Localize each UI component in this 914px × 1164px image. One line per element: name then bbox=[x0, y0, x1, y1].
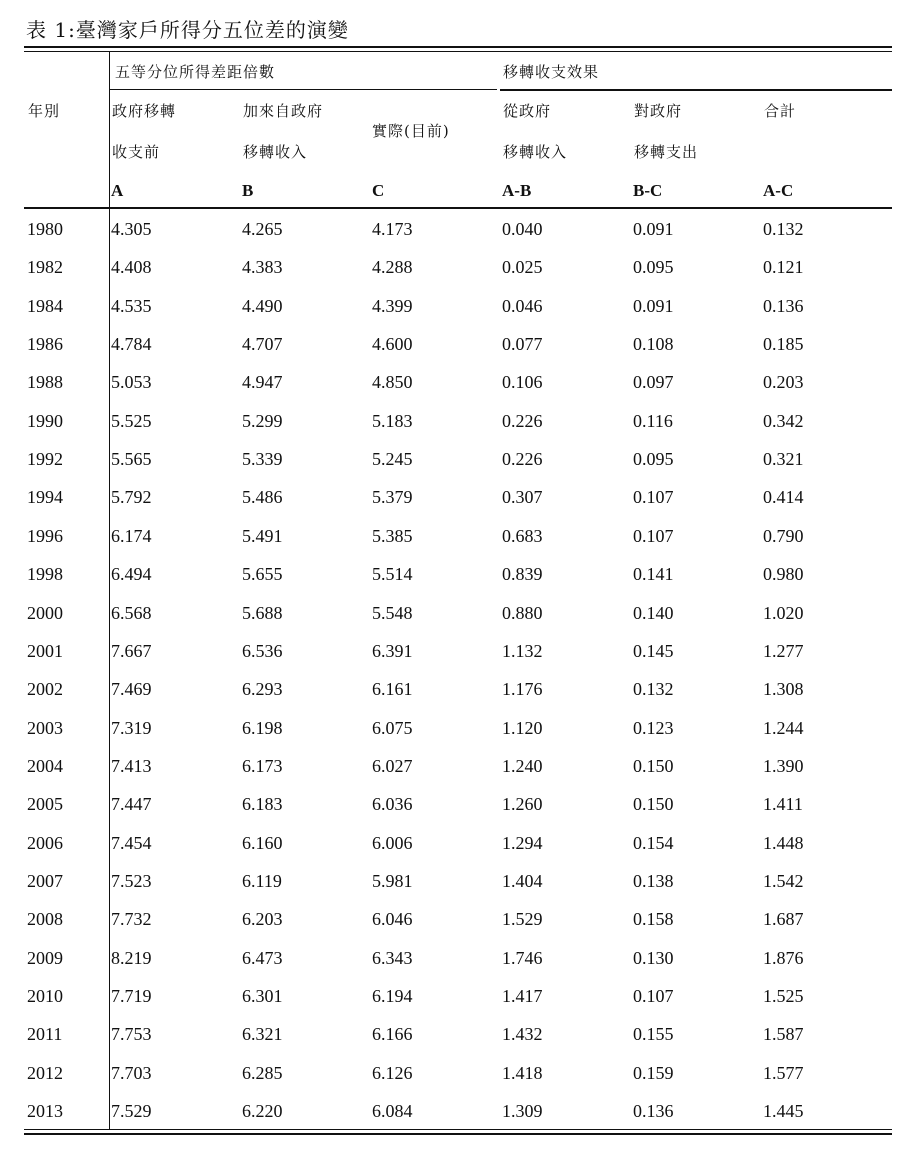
table-cell-col-ac: 0.342 bbox=[763, 411, 804, 431]
table-cell-col-a: 5.525 bbox=[111, 411, 152, 431]
table-cell-col-bc: 0.130 bbox=[633, 948, 674, 968]
table-cell-col-b: 5.486 bbox=[242, 487, 283, 507]
table-cell-col-c: 6.166 bbox=[372, 1024, 413, 1044]
table-cell-col-a: 6.568 bbox=[111, 603, 152, 623]
table-cell-col-c: 4.399 bbox=[372, 296, 413, 316]
table-cell-col-ac: 1.390 bbox=[763, 756, 804, 776]
table-cell-col-ab: 1.432 bbox=[502, 1024, 543, 1044]
table-cell-col-ac: 1.876 bbox=[763, 948, 804, 968]
table-cell-col-ab: 0.025 bbox=[502, 257, 543, 277]
table-cell-col-ab: 1.260 bbox=[502, 794, 543, 814]
table-cell-year: 1998 bbox=[27, 564, 63, 584]
table-cell-col-ac: 0.132 bbox=[763, 219, 804, 239]
table-cell-year: 2001 bbox=[27, 641, 63, 661]
table-cell-year: 2006 bbox=[27, 833, 63, 853]
table-cell-col-c: 6.391 bbox=[372, 641, 413, 661]
table-cell-col-ac: 1.308 bbox=[763, 679, 804, 699]
table-cell-col-ab: 1.746 bbox=[502, 948, 543, 968]
table-cell-col-c: 5.548 bbox=[372, 603, 413, 623]
table-cell-col-b: 6.321 bbox=[242, 1024, 283, 1044]
header-col-c-label: 實際(目前) bbox=[372, 122, 450, 140]
table-cell-col-c: 6.161 bbox=[372, 679, 413, 699]
table-cell-col-a: 7.703 bbox=[111, 1063, 152, 1083]
table-cell-col-ab: 1.132 bbox=[502, 641, 543, 661]
top-rule-thick bbox=[24, 46, 892, 48]
header-col-ab-line1: 從政府 bbox=[503, 102, 552, 120]
table-cell-col-bc: 0.136 bbox=[633, 1101, 674, 1121]
table-cell-year: 2000 bbox=[27, 603, 63, 623]
year-column-divider bbox=[109, 52, 110, 1130]
table-cell-col-c: 5.981 bbox=[372, 871, 413, 891]
table-cell-col-a: 7.719 bbox=[111, 986, 152, 1006]
table-cell-col-ac: 1.587 bbox=[763, 1024, 804, 1044]
table-cell-col-ab: 0.226 bbox=[502, 449, 543, 469]
table-cell-year: 2002 bbox=[27, 679, 63, 699]
table-cell-year: 2011 bbox=[27, 1024, 63, 1044]
table-cell-col-c: 5.183 bbox=[372, 411, 413, 431]
table-cell-col-ab: 0.226 bbox=[502, 411, 543, 431]
table-cell-col-b: 4.383 bbox=[242, 257, 283, 277]
header-col-b-line2: 移轉收入 bbox=[243, 143, 308, 161]
bottom-rule-thick bbox=[24, 1133, 892, 1135]
table-cell-col-c: 6.126 bbox=[372, 1063, 413, 1083]
table-cell-year: 2005 bbox=[27, 794, 63, 814]
table-cell-col-b: 6.198 bbox=[242, 718, 283, 738]
table-cell-year: 2013 bbox=[27, 1101, 63, 1121]
table-cell-col-b: 6.293 bbox=[242, 679, 283, 699]
table-cell-col-ac: 1.445 bbox=[763, 1101, 804, 1121]
table-cell-col-bc: 0.159 bbox=[633, 1063, 674, 1083]
table-cell-col-ac: 0.321 bbox=[763, 449, 804, 469]
table-cell-col-c: 6.036 bbox=[372, 794, 413, 814]
table-cell-col-ab: 1.176 bbox=[502, 679, 543, 699]
table-cell-year: 2007 bbox=[27, 871, 63, 891]
table-cell-col-ab: 0.307 bbox=[502, 487, 543, 507]
table-cell-col-bc: 0.140 bbox=[633, 603, 674, 623]
table-cell-col-b: 6.183 bbox=[242, 794, 283, 814]
header-col-bc-line2: 移轉支出 bbox=[634, 143, 699, 161]
group-rule-right bbox=[500, 89, 892, 91]
table-cell-col-bc: 0.154 bbox=[633, 833, 674, 853]
table-cell-col-a: 6.174 bbox=[111, 526, 152, 546]
table-cell-col-b: 4.490 bbox=[242, 296, 283, 316]
table-cell-col-b: 5.299 bbox=[242, 411, 283, 431]
table-cell-col-bc: 0.091 bbox=[633, 296, 674, 316]
table-cell-col-ac: 1.277 bbox=[763, 641, 804, 661]
table-cell-year: 1984 bbox=[27, 296, 63, 316]
table-cell-col-bc: 0.108 bbox=[633, 334, 674, 354]
table-cell-col-a: 4.408 bbox=[111, 257, 152, 277]
table-cell-col-c: 6.075 bbox=[372, 718, 413, 738]
table-cell-col-c: 4.600 bbox=[372, 334, 413, 354]
header-col-bc-code: B-C bbox=[633, 181, 663, 200]
table-cell-col-ab: 0.880 bbox=[502, 603, 543, 623]
table-cell-col-c: 6.006 bbox=[372, 833, 413, 853]
table-cell-year: 1980 bbox=[27, 219, 63, 239]
table-cell-col-a: 7.413 bbox=[111, 756, 152, 776]
table-cell-year: 1994 bbox=[27, 487, 63, 507]
table-cell-col-bc: 0.132 bbox=[633, 679, 674, 699]
table-cell-col-b: 5.491 bbox=[242, 526, 283, 546]
table-cell-col-b: 6.536 bbox=[242, 641, 283, 661]
table-cell-col-b: 4.707 bbox=[242, 334, 283, 354]
table-cell-year: 1992 bbox=[27, 449, 63, 469]
header-col-ac-label: 合計 bbox=[764, 102, 797, 120]
table-cell-col-bc: 0.155 bbox=[633, 1024, 674, 1044]
table-cell-col-b: 6.301 bbox=[242, 986, 283, 1006]
table-cell-col-c: 6.194 bbox=[372, 986, 413, 1006]
table-caption: 表 1:臺灣家戶所得分五位差的演變 bbox=[26, 18, 349, 42]
table-cell-col-bc: 0.123 bbox=[633, 718, 674, 738]
table-cell-col-ab: 1.418 bbox=[502, 1063, 543, 1083]
header-col-a-line1: 政府移轉 bbox=[112, 102, 177, 120]
table-cell-year: 1988 bbox=[27, 372, 63, 392]
header-year: 年別 bbox=[28, 102, 61, 120]
table-cell-col-bc: 0.141 bbox=[633, 564, 674, 584]
table-cell-col-a: 7.447 bbox=[111, 794, 152, 814]
table-cell-col-ac: 0.185 bbox=[763, 334, 804, 354]
table-cell-col-ab: 1.417 bbox=[502, 986, 543, 1006]
table-cell-col-bc: 0.095 bbox=[633, 257, 674, 277]
table-cell-col-ab: 0.683 bbox=[502, 526, 543, 546]
table-cell-year: 2003 bbox=[27, 718, 63, 738]
table-cell-col-ac: 0.980 bbox=[763, 564, 804, 584]
table-cell-col-bc: 0.150 bbox=[633, 794, 674, 814]
top-rule-thin bbox=[24, 51, 892, 52]
table-cell-col-a: 4.305 bbox=[111, 219, 152, 239]
table-cell-col-a: 7.732 bbox=[111, 909, 152, 929]
table-cell-col-ac: 1.687 bbox=[763, 909, 804, 929]
table-cell-year: 1982 bbox=[27, 257, 63, 277]
table-cell-col-b: 4.265 bbox=[242, 219, 283, 239]
table-cell-col-b: 6.173 bbox=[242, 756, 283, 776]
header-col-b-code: B bbox=[242, 181, 254, 200]
table-cell-col-c: 5.514 bbox=[372, 564, 413, 584]
table-cell-col-bc: 0.095 bbox=[633, 449, 674, 469]
table-cell-col-a: 6.494 bbox=[111, 564, 152, 584]
table-cell-col-ab: 0.839 bbox=[502, 564, 543, 584]
table-cell-col-ab: 0.046 bbox=[502, 296, 543, 316]
table-cell-col-b: 6.473 bbox=[242, 948, 283, 968]
table-cell-col-ab: 0.040 bbox=[502, 219, 543, 239]
table-cell-col-a: 7.529 bbox=[111, 1101, 152, 1121]
table-cell-col-c: 6.027 bbox=[372, 756, 413, 776]
table-cell-col-bc: 0.158 bbox=[633, 909, 674, 929]
table-cell-col-a: 7.753 bbox=[111, 1024, 152, 1044]
header-group-ratio: 五等分位所得差距倍數 bbox=[115, 63, 276, 81]
table-cell-col-ac: 1.020 bbox=[763, 603, 804, 623]
table-cell-col-ab: 0.077 bbox=[502, 334, 543, 354]
table-cell-col-ab: 1.120 bbox=[502, 718, 543, 738]
table-cell-col-ac: 1.244 bbox=[763, 718, 804, 738]
table-cell-col-b: 6.220 bbox=[242, 1101, 283, 1121]
table-cell-col-c: 4.173 bbox=[372, 219, 413, 239]
table-cell-col-c: 5.385 bbox=[372, 526, 413, 546]
table-cell-col-bc: 0.150 bbox=[633, 756, 674, 776]
table-cell-col-bc: 0.138 bbox=[633, 871, 674, 891]
table-cell-col-ac: 0.790 bbox=[763, 526, 804, 546]
table-cell-col-b: 5.339 bbox=[242, 449, 283, 469]
table-cell-col-a: 7.469 bbox=[111, 679, 152, 699]
table-cell-year: 1990 bbox=[27, 411, 63, 431]
table-cell-year: 2004 bbox=[27, 756, 63, 776]
table-cell-col-bc: 0.107 bbox=[633, 986, 674, 1006]
table-cell-col-ab: 1.404 bbox=[502, 871, 543, 891]
table-cell-col-ac: 0.121 bbox=[763, 257, 804, 277]
table-cell-year: 2012 bbox=[27, 1063, 63, 1083]
table-cell-col-a: 7.523 bbox=[111, 871, 152, 891]
header-col-b-line1: 加來自政府 bbox=[243, 102, 324, 120]
table-cell-col-ab: 0.106 bbox=[502, 372, 543, 392]
table-cell-col-c: 4.850 bbox=[372, 372, 413, 392]
table-cell-col-a: 5.792 bbox=[111, 487, 152, 507]
table-cell-col-b: 6.160 bbox=[242, 833, 283, 853]
table-cell-col-bc: 0.097 bbox=[633, 372, 674, 392]
table-cell-col-c: 6.084 bbox=[372, 1101, 413, 1121]
table-cell-col-a: 4.784 bbox=[111, 334, 152, 354]
table-cell-col-b: 5.655 bbox=[242, 564, 283, 584]
table-cell-col-a: 4.535 bbox=[111, 296, 152, 316]
table-cell-col-ab: 1.309 bbox=[502, 1101, 543, 1121]
table-cell-col-ac: 1.542 bbox=[763, 871, 804, 891]
table-cell-col-c: 5.245 bbox=[372, 449, 413, 469]
header-col-c-code: C bbox=[372, 181, 385, 200]
table-cell-col-a: 7.667 bbox=[111, 641, 152, 661]
table-cell-col-b: 5.688 bbox=[242, 603, 283, 623]
table-cell-col-ac: 1.525 bbox=[763, 986, 804, 1006]
table-cell-col-bc: 0.107 bbox=[633, 526, 674, 546]
table-cell-col-a: 5.053 bbox=[111, 372, 152, 392]
table-cell-col-ac: 1.448 bbox=[763, 833, 804, 853]
table-cell-col-b: 4.947 bbox=[242, 372, 283, 392]
table-cell-col-a: 7.454 bbox=[111, 833, 152, 853]
header-col-bc-line1: 對政府 bbox=[634, 102, 683, 120]
header-col-ac-code: A-C bbox=[763, 181, 794, 200]
table-cell-col-a: 7.319 bbox=[111, 718, 152, 738]
table-cell-col-a: 8.219 bbox=[111, 948, 152, 968]
table-cell-year: 1996 bbox=[27, 526, 63, 546]
table-cell-col-bc: 0.091 bbox=[633, 219, 674, 239]
table-cell-col-b: 6.285 bbox=[242, 1063, 283, 1083]
table-cell-col-b: 6.203 bbox=[242, 909, 283, 929]
header-rule bbox=[24, 207, 892, 209]
bottom-rule-thin bbox=[24, 1129, 892, 1130]
table-cell-col-c: 5.379 bbox=[372, 487, 413, 507]
table-cell-col-bc: 0.145 bbox=[633, 641, 674, 661]
table-cell-col-ab: 1.240 bbox=[502, 756, 543, 776]
table-cell-year: 2009 bbox=[27, 948, 63, 968]
header-col-ab-code: A-B bbox=[502, 181, 532, 200]
table-cell-col-ab: 1.294 bbox=[502, 833, 543, 853]
table-cell-col-ab: 1.529 bbox=[502, 909, 543, 929]
table-cell-col-bc: 0.107 bbox=[633, 487, 674, 507]
group-rule-left bbox=[110, 89, 497, 90]
header-col-ab-line2: 移轉收入 bbox=[503, 143, 568, 161]
table-cell-col-b: 6.119 bbox=[242, 871, 282, 891]
table-cell-col-ac: 0.136 bbox=[763, 296, 804, 316]
table-cell-col-c: 6.046 bbox=[372, 909, 413, 929]
table-cell-col-a: 5.565 bbox=[111, 449, 152, 469]
table-cell-col-bc: 0.116 bbox=[633, 411, 673, 431]
header-col-a-code: A bbox=[111, 181, 124, 200]
header-group-effect: 移轉收支效果 bbox=[503, 63, 600, 81]
table-cell-col-c: 4.288 bbox=[372, 257, 413, 277]
table-cell-year: 2008 bbox=[27, 909, 63, 929]
table-cell-col-ac: 1.411 bbox=[763, 794, 803, 814]
header-col-a-line2: 收支前 bbox=[112, 143, 161, 161]
table-cell-year: 2010 bbox=[27, 986, 63, 1006]
table-cell-col-ac: 1.577 bbox=[763, 1063, 804, 1083]
table-cell-col-c: 6.343 bbox=[372, 948, 413, 968]
table-cell-col-ac: 0.203 bbox=[763, 372, 804, 392]
table-cell-col-ac: 0.414 bbox=[763, 487, 804, 507]
table-cell-year: 1986 bbox=[27, 334, 63, 354]
